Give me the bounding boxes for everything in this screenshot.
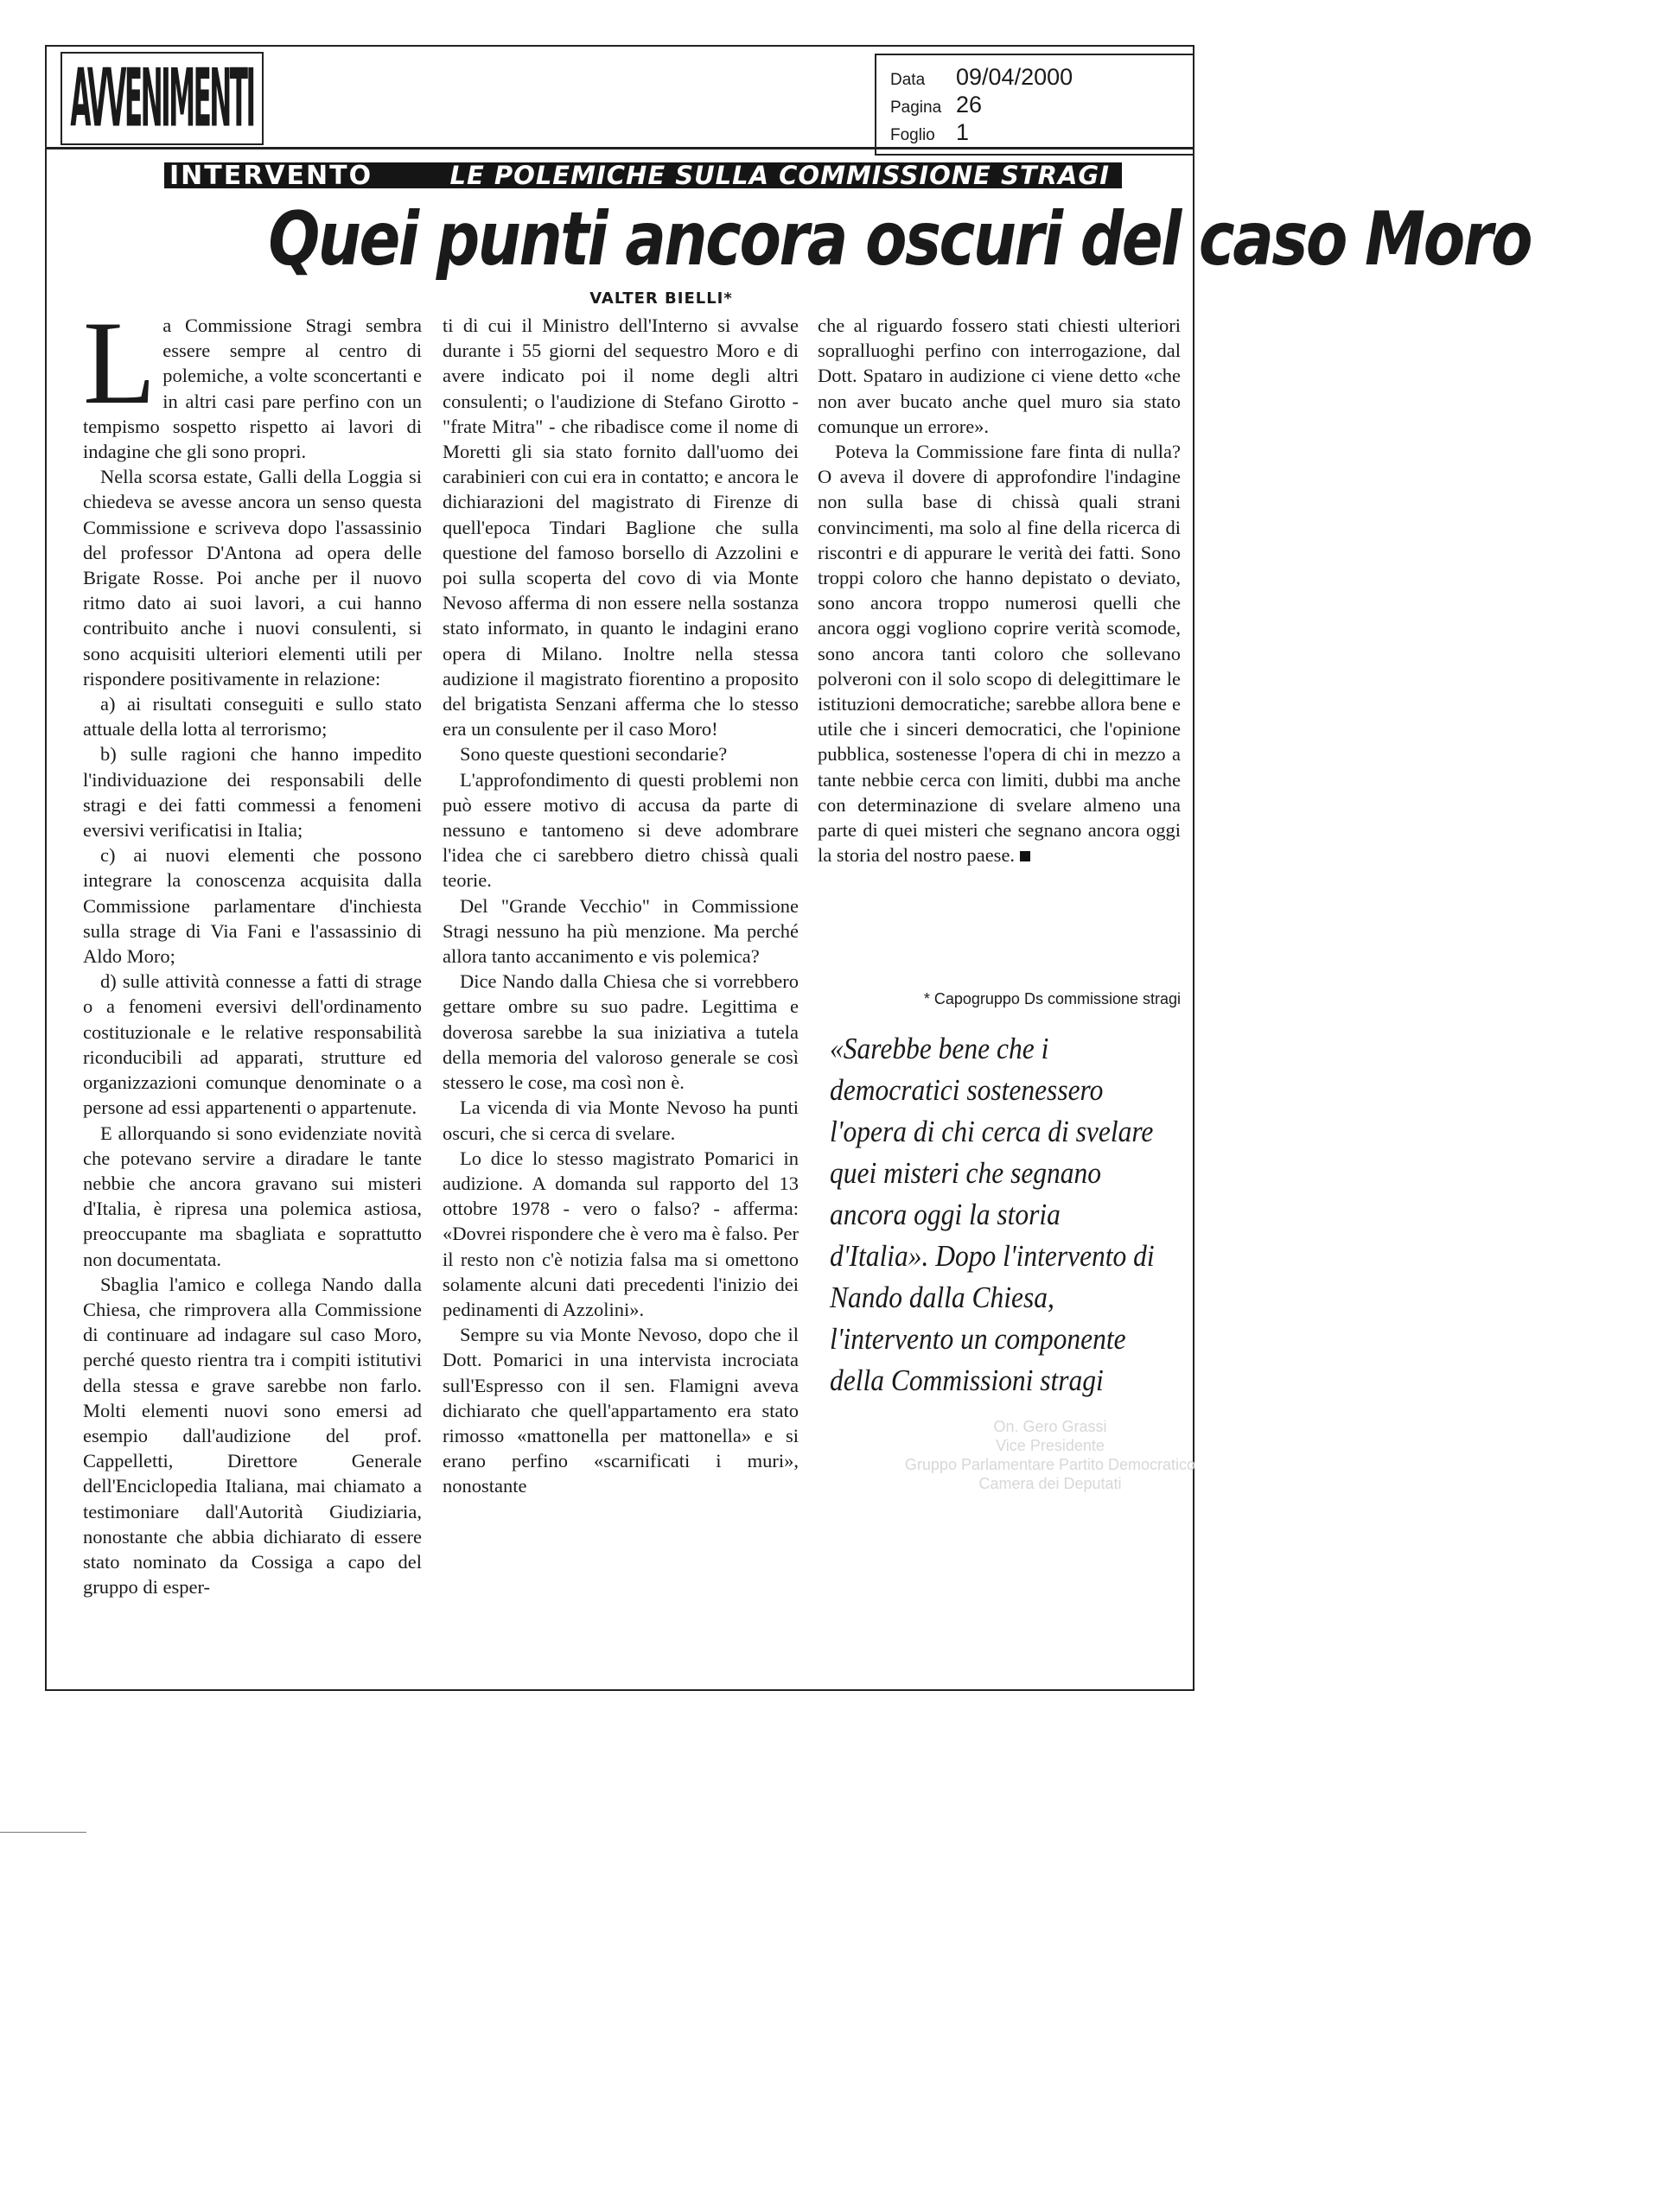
meta-sheet-label: Foglio: [890, 126, 935, 144]
pull-quote-text: «Sarebbe bene che i democratici sostenessero l'opera di chi cerca di svelare quei misteri che segnano ancora oggi la storia d'Italia». Dopo l'intervento di Nando dalla Chiesa, l'intervento un componente della Commissioni stragi: [830, 1032, 1155, 1397]
section-kicker: INTERVENTO: [169, 160, 373, 191]
stamp-line: Gruppo Parlamentare Partito Democratico: [904, 1456, 1196, 1473]
article-column-3: [818, 313, 1181, 868]
meta-date-value: 09/04/2000: [956, 64, 1073, 90]
article-byline: VALTER BIELLI*: [589, 289, 733, 308]
paragraph: c) ai nuovi elementi che possono integrare la conoscenza acquisita dalla Commissione parlamentare d'inchiesta sulla strage di Via Fani e l'assassinio di Aldo Moro;: [83, 844, 422, 968]
article-column-1: [83, 296, 422, 1599]
paragraph: La vicenda di via Monte Nevoso ha punti oscuri, che si cerca di svelare.: [443, 1096, 799, 1144]
faded-stamp: [869, 1417, 1232, 1493]
masthead-logo: [61, 52, 264, 145]
paragraph: [818, 439, 1181, 868]
meta-sheet-value: 1: [956, 119, 970, 145]
paragraph: b) sulle ragioni che hanno impedito l'individuazione dei responsabili delle stragi e dei fatti commessi a fenomeni eversivi verificatisi in Italia;: [83, 743, 422, 842]
article-headline-text: Quei punti ancora oscuri del caso Moro: [268, 196, 1532, 283]
article-headline: [130, 192, 1532, 287]
meta-sheet-row: [890, 119, 1181, 147]
paragraph: a Commissione Stragi sembra essere sempre al centro di polemiche, a volte sconcertanti e in altri casi pare perfino con un tempismo sospetto rispetto ai lavori di indagine che gli sono propri.: [83, 315, 422, 463]
clipping-meta: [875, 54, 1194, 156]
paragraph: che al riguardo fossero stati chiesti ulteriori sopralluoghi perfino con interrogazione, dal Dott. Spataro in audizione ci viene detto «che non aver bucato anche quel muro sia stato comunque un errore».: [818, 315, 1181, 437]
pull-quote: [830, 1028, 1193, 1402]
meta-date-row: [890, 64, 1181, 92]
paragraph: Nella scorsa estate, Galli della Loggia si chiedeva se avesse ancora un senso questa Commissione e scriveva dopo l'assassinio del professor D'Antona ad opera delle Brigate Rosse. Poi anche per il nuovo ritmo dato ai suoi lavori, a cui hanno contribuito anche i nuovi consulenti, si sono acquisiti ulteriori elementi utili per rispondere positivamente in relazione:: [83, 466, 422, 690]
paragraph: a) ai risultati conseguiti e sullo stato attuale della lotta al terrorismo;: [83, 693, 422, 741]
meta-date-label: Data: [890, 71, 926, 89]
paragraph: E allorquando si sono evidenziate novità che potevano servire a diradare le tante nebbie che ancora gravano sui misteri d'Italia, è ripresa una polemica astiosa, preoccupante ma sbagliata e soprattutto non documentata.: [83, 1122, 422, 1270]
section-strip: [164, 160, 1122, 191]
author-note: * Capogruppo Ds commissione stragi: [923, 990, 1181, 1007]
stamp-line: Vice Presidente: [996, 1437, 1105, 1454]
paragraph: Sempre su via Monte Nevoso, dopo che il Dott. Pomarici in una intervista incrociata sull'Espresso con il sen. Flamigni aveva dichiarato che quell'appartamento era stato rimosso «mattonella per mattonella» e si erano perfino «scarnificati i muri», nonostante: [443, 1324, 799, 1497]
meta-page-value: 26: [956, 92, 983, 118]
section-topic: LE POLEMICHE SULLA COMMISSIONE STRAGI: [449, 161, 1110, 190]
paragraph: Lo dice lo stesso magistrato Pomarici in audizione. A domanda sul rapporto del 13 ottobre 1978 - vero o falso? - afferma: «Dovrei rispondere che è vero ma è falso. Per il resto non c'è notizia falsa ma si omettono solamente alcuni dati precedenti l'inizio dei pedinamenti di Azzolini».: [443, 1147, 799, 1320]
meta-page-row: [890, 92, 1181, 119]
paragraph: ti di cui il Ministro dell'Interno si avvalse durante i 55 giorni del sequestro Moro e di avere indicato poi il nome degli altri consulenti; o l'audizione di Stefano Girotto - "frate Mitra" - che ribadisce come il nome di Moretti gli sia stato fornito dall'uomo dei carabinieri con cui era in contatto; e ancora le dichiarazioni del magistrato di Firenze di quell'epoca Tindari Baglione che sulla questione del famoso borsello di Azzolini e poi sulla scoperta del covo di via Monte Nevoso afferma di non essere nella sostanza stato informato, in quanto le indagini erano opera di Milano. Inoltre nella stessa audizione il magistrato fiorentino a proposito del brigatista Senzani afferma che lo stesso era un consulente per il caso Moro!: [443, 315, 799, 741]
end-mark-icon: [1020, 851, 1030, 861]
stamp-line: On. Gero Grassi: [993, 1418, 1107, 1435]
article-column-2: [443, 313, 799, 1499]
paragraph: Del "Grande Vecchio" in Commissione Stragi nessuno ha più menzione. Ma perché allora tanto accanimento e vis polemica?: [443, 894, 799, 968]
paragraph: L'approfondimento di questi problemi non può essere motivo di accusa da parte di nessuno e tantomeno si deve adombrare l'idea che ci sarebbero dietro chissà quali teorie.: [443, 768, 799, 892]
scan-edge-line: [0, 1832, 86, 1833]
masthead-logo-text: AVVENIMENTI: [70, 52, 254, 145]
paragraph: d) sulle attività connesse a fatti di strage o a fenomeni eversivi dell'ordinamento costituzionale e le relative responsabilità riconducibili ad apparati, strutture ed organizzazioni comunque denominate o a persone ad essi appartenenti o appartenute.: [83, 970, 422, 1119]
paragraph: Dice Nando dalla Chiesa che si vorrebbero gettare ombre su suo padre. Legittima e doverosa sarebbe la sua iniziativa a tutela della memoria del valoroso generale se così stessero le cose, ma così non è.: [443, 970, 799, 1094]
meta-page-label: Pagina: [890, 99, 942, 117]
paragraph: Sono queste questioni secondarie?: [460, 743, 728, 766]
paragraph-text: Poteva la Commissione fare finta di nulla? O aveva il dovere di approfondire l'indagine non sulla base di chissà quali strani convincimenti, ma solo al fine della ricerca di riscontri e di appurare le verità dei fatti. Sono troppi coloro che hanno depistato o deviato, sono ancora troppo numerosi quelli che ancora oggi vogliono coprire verità scomode, sono ancora tanti coloro che sollevano polveroni con il solo scopo di delegittimare le istituzioni democratiche; sarebbe allora bene e utile che i sinceri democratici, che l'opinione pubblica, sostenesse l'opera di chi in mezzo a tante nebbie cerca con limiti, dubbi ma anche con determinazione di svelare almeno una parte di quei misteri che segnano ancora oggi la storia del nostro paese.: [818, 441, 1181, 867]
drop-cap: L: [83, 296, 156, 429]
stamp-line: Camera dei Deputati: [978, 1475, 1122, 1492]
paragraph: Sbaglia l'amico e collega Nando dalla Chiesa, che rimprovera alla Commissione di continuare ad indagare sul caso Moro, perché questo rientra tra i compiti istitutivi della stessa e grave sarebbe non farlo. Molti elementi nuovi sono emersi ad esempio dall'audizione del prof. Cappelletti, Direttore Generale dell'Enciclopedia Italiana, mai chiamato a testimoniare dall'Autorità Giudiziaria, nonostante che abbia dichiarato di essere stato nominato da Cossiga a capo del gruppo di esper-: [83, 1273, 422, 1599]
